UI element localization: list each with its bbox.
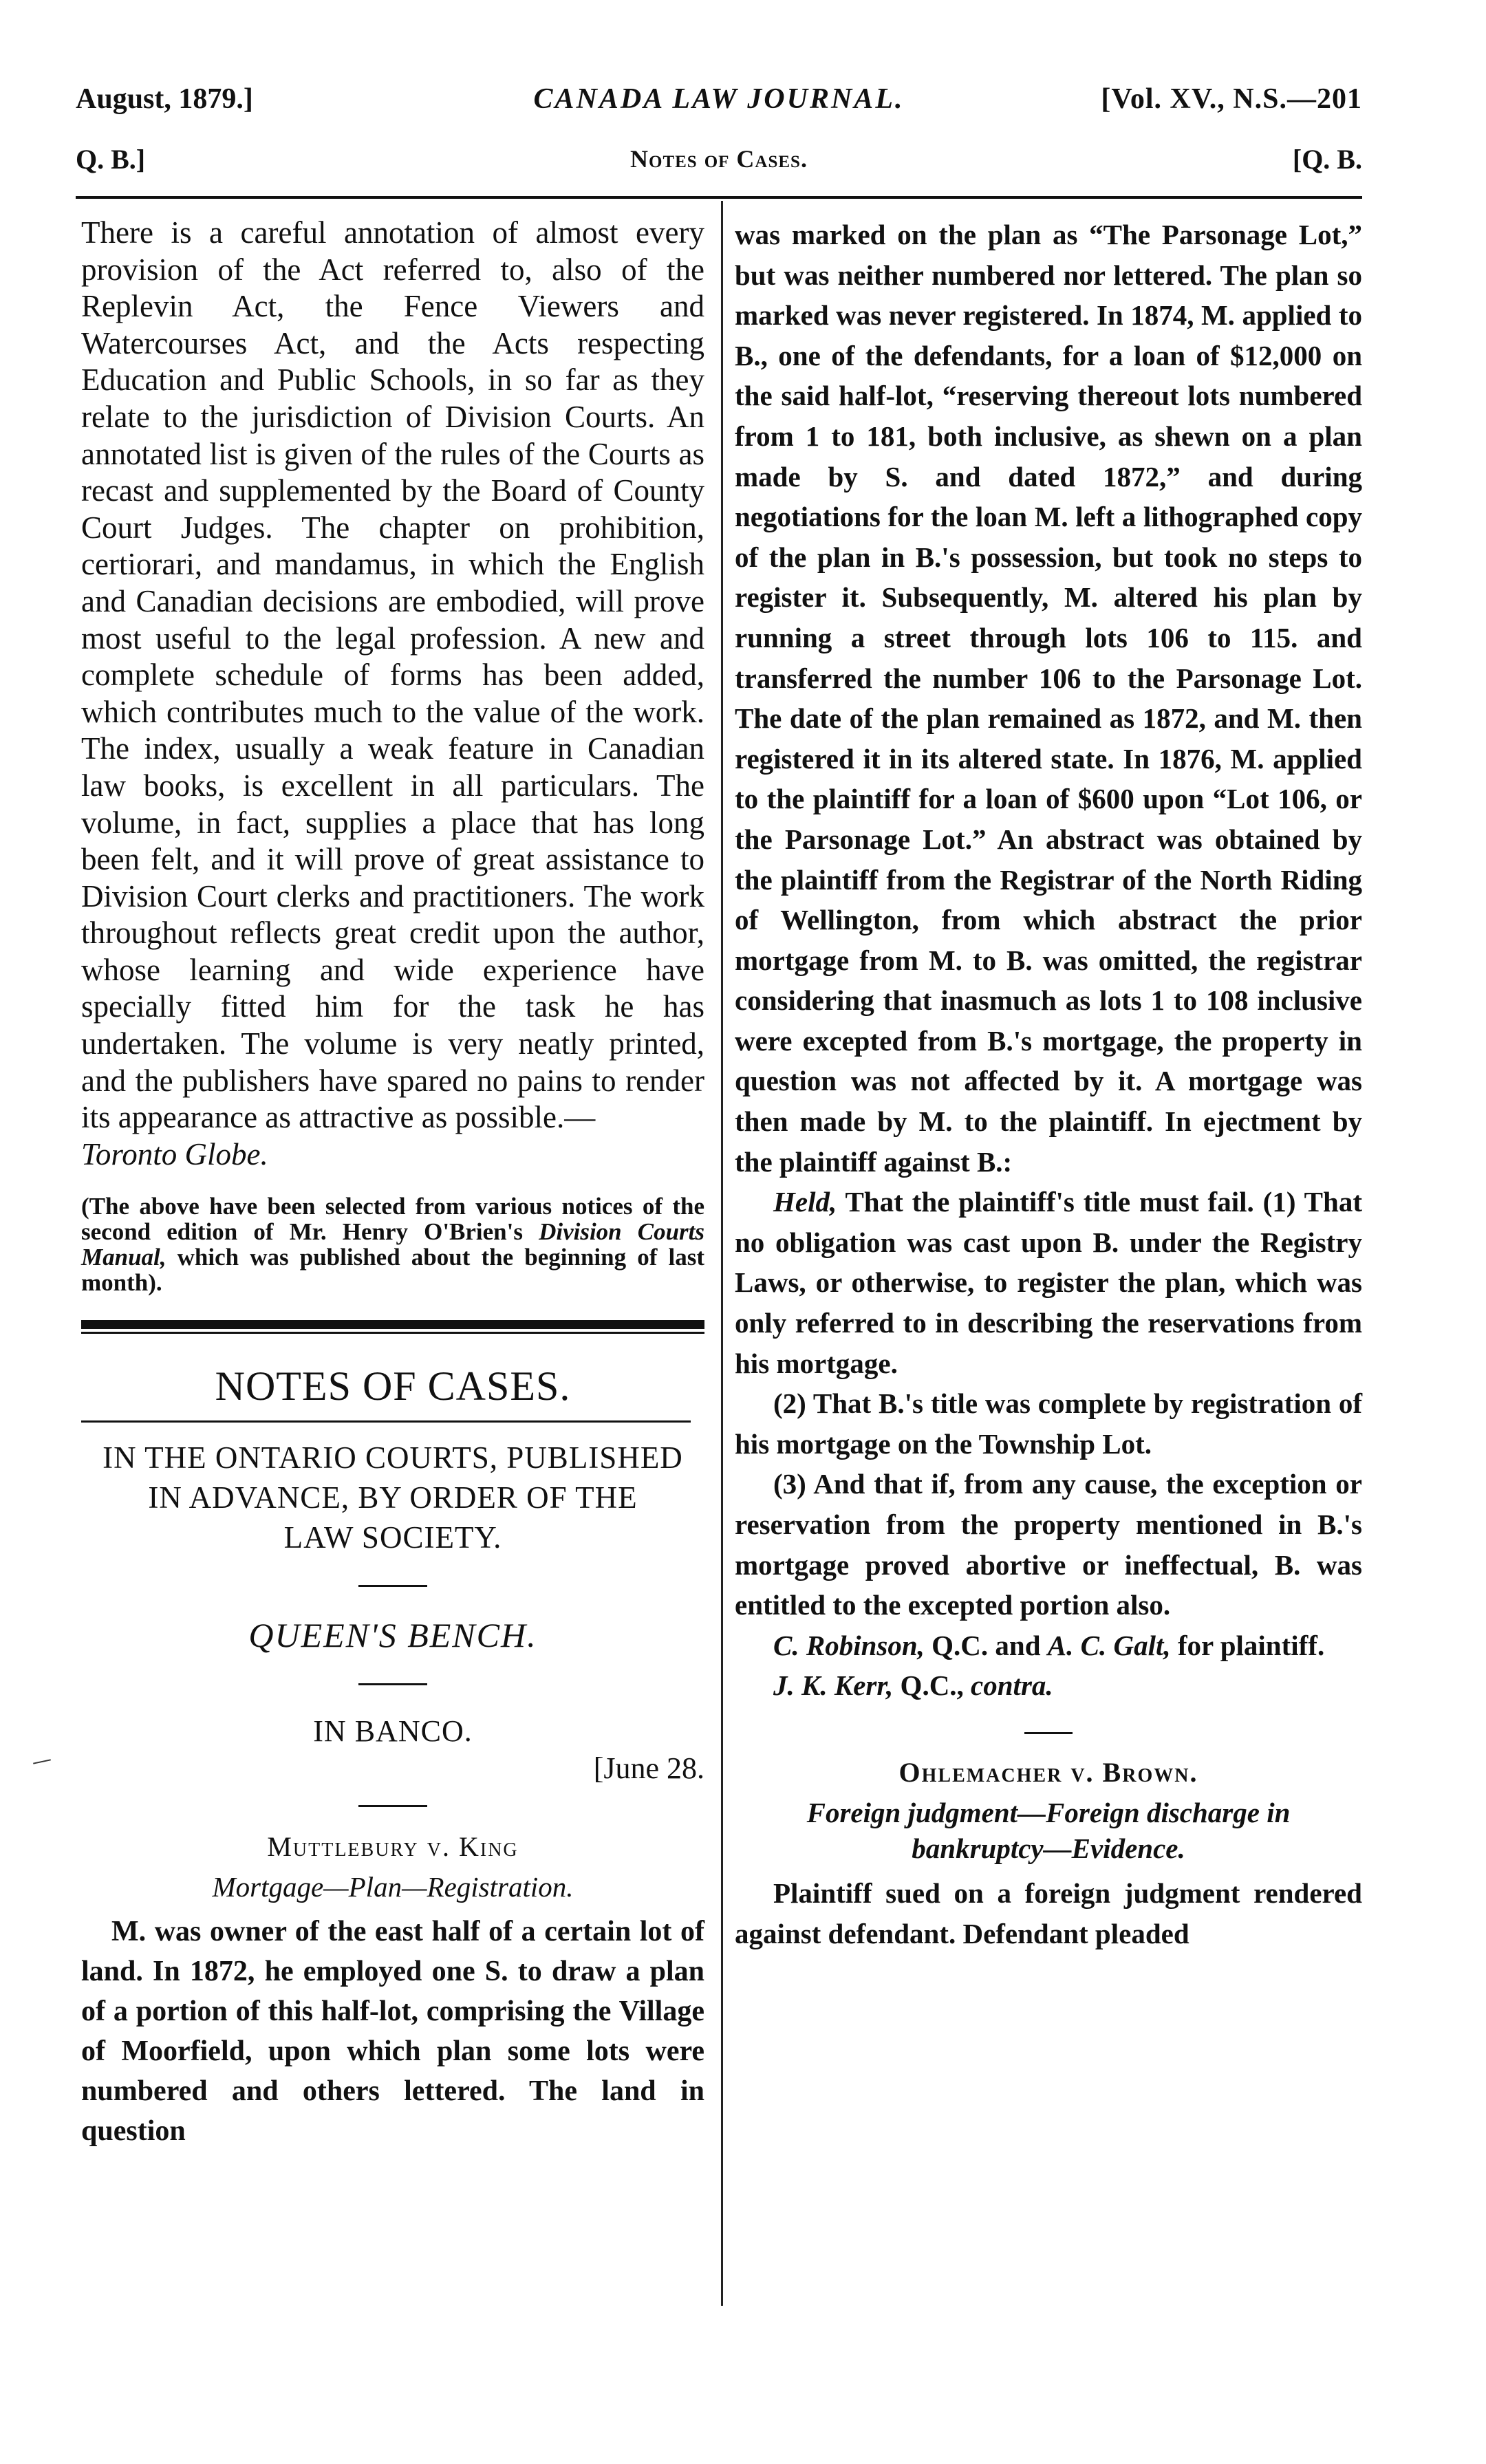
short-rule-3: [358, 1805, 427, 1807]
case1-text: M. was owner of the east half of a certain lot of land. In 1872, he employed one S. to draw a plan of a portion of this half-lot, comprising the Village of Moorfield, upon which plan some lots were numbered and others lettered. The land in question: [81, 1916, 704, 2148]
court-name: QUEEN'S BENCH.: [248, 1616, 537, 1655]
subheader-section: Notes of Cases.: [630, 145, 808, 173]
editor-note: [81, 1193, 704, 1295]
review-text: There is a careful annotation of almost every provision of the Act referred to, also of the Replevin Act, the Fence Viewers and Watercourses Act, and the Acts respecting Education and Public Schools, in so far as they relate to the jurisdiction of Division Courts. An annotated list is given of the rules of the Courts as recast and supplemented by the Board of County Court Judges. The chapter on prohibition, certiorari, and mandamus, in which the English and Canadian decisions are embodied, will prove most useful to the legal profession. A new and complete schedule of forms has been added, which contributes much to the value of the work. The index, usually a weak feature in Canadian law books, is excellent in all particulars. The volume, in fact, supplies a place that has long been felt, and it will prove of great assistance to Division Court clerks and practitioners. The work throughout reflects great credit upon the author, whose learning and wide experience have specially fitted him for the task he has undertaken. The volume is very neatly printed, and the publishers have spared no pains to render its appearance as attractive as possible.—: [81, 215, 704, 1135]
margin-mark: [33, 1759, 51, 1764]
header-date: August, 1879.]: [76, 83, 253, 115]
editor-note-title: Division Courts Manual,: [81, 1218, 704, 1271]
subheader-court-right: [Q. B.: [1292, 144, 1362, 175]
courts-line-3: LAW SOCIETY.: [283, 1520, 502, 1555]
counsel-defendant: [735, 1665, 1362, 1706]
counsel1-name1: C. Robinson,: [773, 1629, 925, 1661]
section-title: NOTES OF CASES.: [215, 1363, 571, 1409]
case2-title: Ohlemacher v. Brown.: [898, 1756, 1198, 1788]
case2-subject-line-2: bankruptcy—Evidence.: [912, 1832, 1185, 1864]
courts-line-2: IN ADVANCE, BY ORDER OF THE: [148, 1480, 638, 1515]
held-label: Held,: [773, 1186, 837, 1218]
short-rule-1: [358, 1585, 427, 1587]
counsel1-name2: A. C. Galt,: [1047, 1629, 1171, 1661]
header-volume: [Vol. XV., N.S.—201: [1101, 83, 1362, 115]
case-date: [June 28.: [593, 1751, 704, 1786]
sitting-heading: IN BANCO.: [313, 1714, 473, 1749]
header-rule: [76, 196, 1362, 199]
counsel-plaintiff: [735, 1625, 1362, 1666]
case2-subject-line-1: Foreign judgment—Foreign discharge in: [806, 1796, 1291, 1828]
section-title-rule: [81, 1420, 691, 1423]
case1-subject: Mortgage—Plan—Registration.: [212, 1871, 574, 1903]
review-paragraph: [81, 215, 704, 1173]
section-thin-rule: [81, 1332, 704, 1334]
review-source: Toronto Globe.: [81, 1136, 268, 1171]
case2-text: Plaintiff sued on a foreign judgment rendered against defendant. Defendant pleaded: [735, 1877, 1362, 1949]
section-thick-rule: [81, 1320, 704, 1329]
counsel2-mid: Q.C.,: [900, 1669, 964, 1702]
editor-note-post: which was published about the beginning of last month).: [81, 1244, 704, 1297]
editor-note-pre: (The above have been selected from various notices of the second edition of Mr. Henry O'Brien's: [81, 1193, 704, 1246]
holding-point-2: (2) That B.'s title was complete by registration of his mortgage on the Township Lot.: [735, 1387, 1362, 1460]
column-divider: [721, 201, 723, 2306]
held-text: That the plaintiff's title must fail. (1) That no obligation was cast upon B. under the Registry Laws, or otherwise, to register the plan, which was only referred to in describing the reservations from his mortgage.: [735, 1186, 1362, 1379]
case1-continued: was marked on the plan as “The Parsonage Lot,” but was neither numbered nor lettered. The plan so marked was never registered. In 1874, M. applied to B., one of the defendants, for a loan of $12,000 on the said half-lot, “reserving thereout lots numbered from 1 to 181, both inclusive, as shewn on a plan made by S. and dated 1872,” and during negotiations for the loan M. left a lithographed copy of the plan in B.'s possession, but took no steps to register it. Subsequently, M. altered his plan by running a street through lots 106 to 115. and transferred the number 106 to the Parsonage Lot. The date of the plan remained as 1872, and M. then registered it in its altered state. In 1876, M. applied to the plaintiff for a loan of $600 upon “Lot 106, or the Parsonage Lot.” An abstract was obtained by the plaintiff from the Registrar of the North Riding of Wellington, from which abstract the prior mortgage from M. to B. was omitted, the registrar considering that inasmuch as lots 1 to 108 inclusive were excepted from B.'s mortgage, the property in question was not affected by it. A mortgage was then made by M. to the plaintiff. In ejectment by the plaintiff against B.:: [735, 219, 1362, 1178]
case1-title: Muttlebury v. King: [267, 1831, 519, 1863]
case-separator-rule: [1024, 1732, 1073, 1734]
courts-heading: [81, 1438, 704, 1557]
right-column: [735, 215, 1362, 1954]
left-column: [81, 215, 704, 2151]
section-header: [76, 143, 1362, 184]
counsel1-post: for plaintiff.: [1177, 1629, 1325, 1661]
counsel2-name: J. K. Kerr,: [773, 1669, 894, 1702]
running-header: [76, 83, 1362, 131]
holding-point-3: (3) And that if, from any cause, the exception or reservation from the property mentioned in B.'s mortgage proved abortive or ineffectual, B. was entitled to the excepted portion also.: [735, 1468, 1362, 1621]
subheader-court-left: Q. B.]: [76, 144, 146, 175]
courts-line-1: IN THE ONTARIO COURTS, PUBLISHED: [103, 1440, 683, 1476]
counsel2-post: contra.: [971, 1669, 1053, 1702]
case2-subject: [735, 1795, 1362, 1866]
held-paragraph: [735, 1182, 1362, 1383]
short-rule-2: [358, 1683, 427, 1685]
journal-title: CANADA LAW JOURNAL.: [533, 83, 905, 115]
counsel1-mid: Q.C. and: [932, 1629, 1041, 1661]
